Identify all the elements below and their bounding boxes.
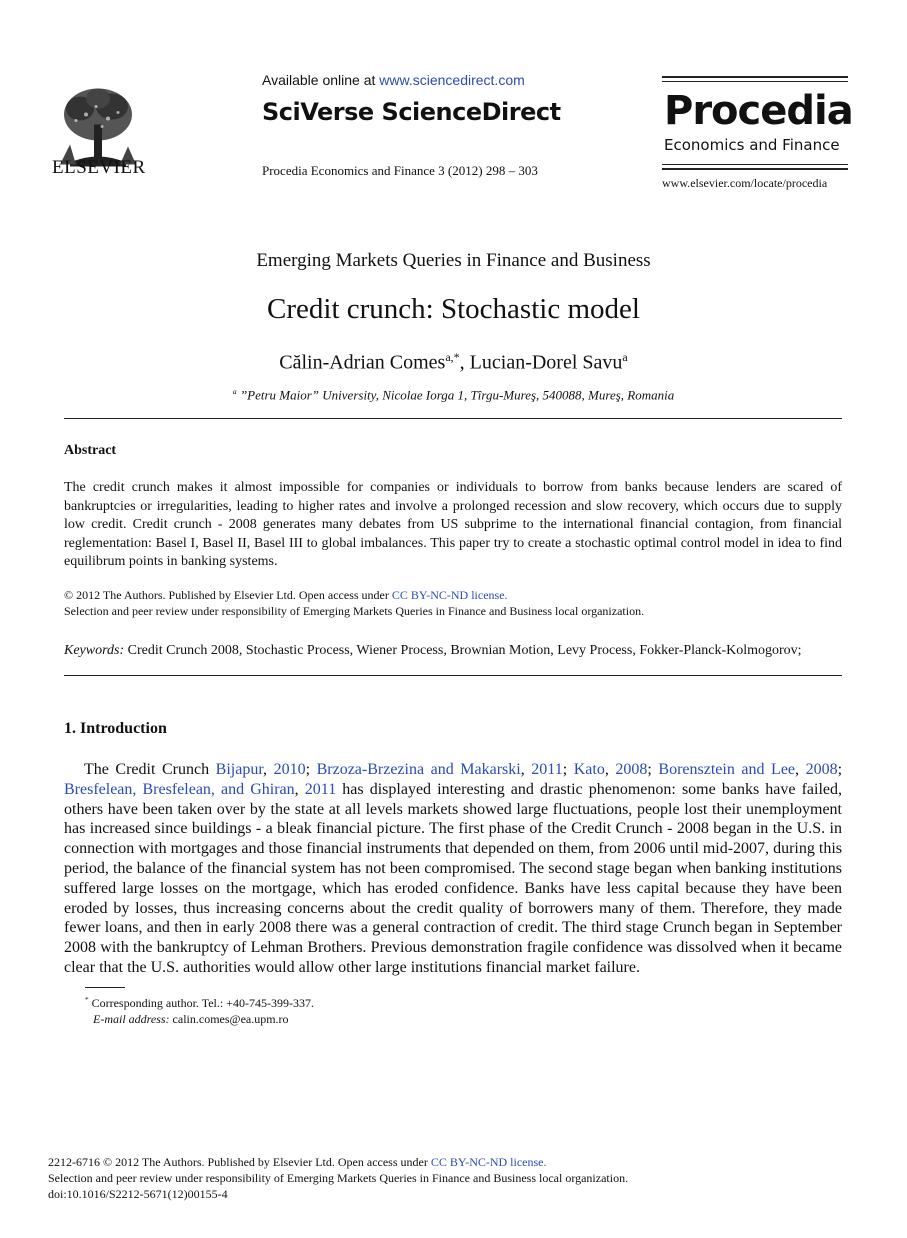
footnote-mark: * bbox=[85, 996, 89, 1004]
citation-link[interactable]: 2011 bbox=[531, 761, 563, 778]
procedia-logo bbox=[662, 76, 853, 194]
footer-copyright: 2212-6716 © 2012 The Authors. Published by Elsevier Ltd. bbox=[48, 1155, 335, 1169]
abstract-heading: Abstract bbox=[64, 443, 117, 458]
procedia-top-rule bbox=[662, 76, 848, 78]
intro-lead: The Credit Crunch bbox=[84, 761, 216, 778]
sciverse-sciencedirect-logo: SciVerse ScienceDirect bbox=[262, 98, 561, 126]
copyright-line bbox=[64, 587, 842, 603]
elsevier-wordmark: ELSEVIER bbox=[52, 157, 146, 178]
author-marks: a,* bbox=[445, 350, 460, 364]
citation-link[interactable]: Bresfelean, Bresfelean, and Ghiran bbox=[64, 780, 295, 798]
page-footer bbox=[48, 1154, 628, 1202]
author-separator: , bbox=[459, 351, 470, 374]
available-online-line bbox=[262, 72, 525, 88]
author-marks: a bbox=[622, 350, 628, 364]
bottom-divider bbox=[64, 675, 842, 676]
citation-link[interactable]: Brzoza-Brzezina and Makarski bbox=[316, 761, 521, 778]
top-divider bbox=[64, 418, 842, 419]
citation-link[interactable]: Borensztein and Lee bbox=[658, 761, 796, 778]
citation-link[interactable]: 2010 bbox=[273, 761, 306, 778]
peer-review-line: Selection and peer review under responsibility of Emerging Markets Queries in Finance and Business local organization. bbox=[64, 604, 645, 618]
author-name: Lucian-Dorel Savu bbox=[469, 351, 623, 374]
footer-doi[interactable]: doi:10.1016/S2212-5671(12)00155-4 bbox=[48, 1187, 228, 1201]
procedia-bottom-rule-thin bbox=[662, 164, 848, 165]
affiliation-mark: a bbox=[232, 387, 237, 396]
license-link[interactable]: CC BY-NC-ND license. bbox=[391, 588, 508, 602]
procedia-url[interactable]: www.elsevier.com/locate/procedia bbox=[662, 176, 828, 190]
abstract-text: The credit crunch makes it almost impossible for companies or individuals to borrow from banks because lenders are scared of bankruptcies or irregularities, leading to higher rates and involve a prolonged recession and slow recovery, which occurs due to supply low credit. Credit crunch - 2008 generates many debates from US subprime to the international financial contagion, from financial reglementation: Basel I, Basel II, Basel III to global imbalances. This paper try to create a stochastic optimal control model in idea to find equilibrum points in banking systems. bbox=[64, 480, 842, 569]
footnote-rule bbox=[85, 987, 125, 988]
citation-link[interactable]: Bijapur bbox=[215, 761, 264, 778]
footnote bbox=[85, 992, 314, 1027]
affiliation-text: ”Petru Maior” University, Nicolae Iorga 1, Tîrgu-Mureş, 540088, Mureş, Romania bbox=[239, 387, 675, 403]
journal-reference: Procedia Economics and Finance 3 (2012) 298 – 303 bbox=[262, 163, 538, 178]
citation-link[interactable]: 2011 bbox=[304, 780, 337, 798]
footer-license-link[interactable]: CC BY-NC-ND license. bbox=[430, 1155, 547, 1169]
keywords-label: Keywords: bbox=[64, 643, 125, 658]
sciencedirect-link[interactable]: www.sciencedirect.com bbox=[379, 72, 525, 88]
email-label: E-mail address: bbox=[93, 1012, 170, 1026]
introduction-text: The Credit Crunch Bijapur, 2010; Brzoza-Brzezina and Makarski, 2011; Kato, 2008; Borensztein and Lee, 2008; Bresfelean, Bresfelean, and Ghiran, 2011 has displayed interesting and drastic phenomenon: some banks have failed, others have been taken over by the state at all levels markets showed large fluctuations, people lost their unemployment has increased since buildings - a bleak financial picture. The first phase of the Credit Crunch - 2008 began in the U.S. in connection with mortgages and those financial instruments that depended on them, from 2006 until mid-2007, during this period, the balance of the financial system has not been compromised. The second stage began when banking institutions suffered large losses on the mortgage, which has eroded confidence. Banks have less capital because they have been eroded by losses, thus increasing concerns about the credit quality of borrowers many of them. Therefore, they made fewer loans, and then in early 2008 there was a general contraction of credit. The third stage Crunch began in September 2008 with the bankruptcy of Lehman Brothers. Previous demonstration fragile confidence was dissolved when it became clear that the U.S. authorities would allow other large institutions financial market failure. bbox=[64, 761, 843, 976]
citation-link[interactable]: 2008 bbox=[805, 761, 838, 778]
author-list bbox=[0, 350, 907, 375]
affiliation bbox=[0, 387, 907, 403]
open-access-text: Open access under bbox=[295, 588, 392, 602]
introduction-heading: 1. Introduction bbox=[64, 720, 167, 737]
procedia-wordmark: Procedia bbox=[664, 88, 853, 134]
author-name: Călin-Adrian Comes bbox=[279, 351, 446, 374]
available-prefix: Available online at bbox=[262, 72, 380, 88]
intro-body: has displayed interesting and drastic phenomenon: some banks have failed, others have been taken over by the state at all levels markets showed large fluctuations, people lost their unemployment has increased since buildings - a bleak financial picture. The first phase of the Credit Crunch - 2008 began in the U.S. in connection with mortgages and those financial instruments that depended on them, from 2006 until mid-2007, during this period, the balance of the financial system has not been compromised. The second stage began when banking institutions suffered large losses on the mortgage, which has eroded confidence. Banks have less capital because they have been eroded by losses, thus increasing concerns about the credit quality of borrowers many of them. Therefore, they made fewer loans, and then in early 2008 there was a general contraction of credit. The third stage Crunch began in September 2008 with the bankruptcy of Lehman Brothers. Previous demonstration fragile confidence was dissolved when it became clear that the U.S. authorities would allow other large institutions financial market failure. bbox=[64, 780, 843, 976]
copyright-text: © 2012 The Authors. Published by Elsevier Ltd. bbox=[64, 588, 296, 602]
keywords bbox=[64, 643, 842, 659]
keywords-text: Credit Crunch 2008, Stochastic Process, Wiener Process, Brownian Motion, Levy Process, Fokker-Planck-Kolmogorov; bbox=[124, 643, 802, 658]
email-address[interactable]: calin.comes@ea.upm.ro bbox=[169, 1012, 289, 1026]
paper-title: Credit crunch: Stochastic model bbox=[267, 293, 640, 325]
citation-link[interactable]: 2008 bbox=[615, 761, 648, 778]
footer-open-access: Open access under bbox=[334, 1155, 431, 1169]
footnote-corresponding: Corresponding author. Tel.: +40-745-399-337. bbox=[91, 996, 314, 1010]
footer-peer-review: Selection and peer review under responsibility of Emerging Markets Queries in Finance and Business local organization. bbox=[48, 1171, 629, 1185]
procedia-subtitle: Economics and Finance bbox=[664, 136, 840, 154]
conference-name: Emerging Markets Queries in Finance and Business bbox=[256, 250, 651, 271]
procedia-bottom-rule bbox=[662, 168, 848, 170]
citation-link[interactable]: Kato bbox=[573, 761, 605, 778]
copyright-notice bbox=[64, 587, 842, 619]
procedia-top-rule-thin bbox=[662, 81, 848, 82]
